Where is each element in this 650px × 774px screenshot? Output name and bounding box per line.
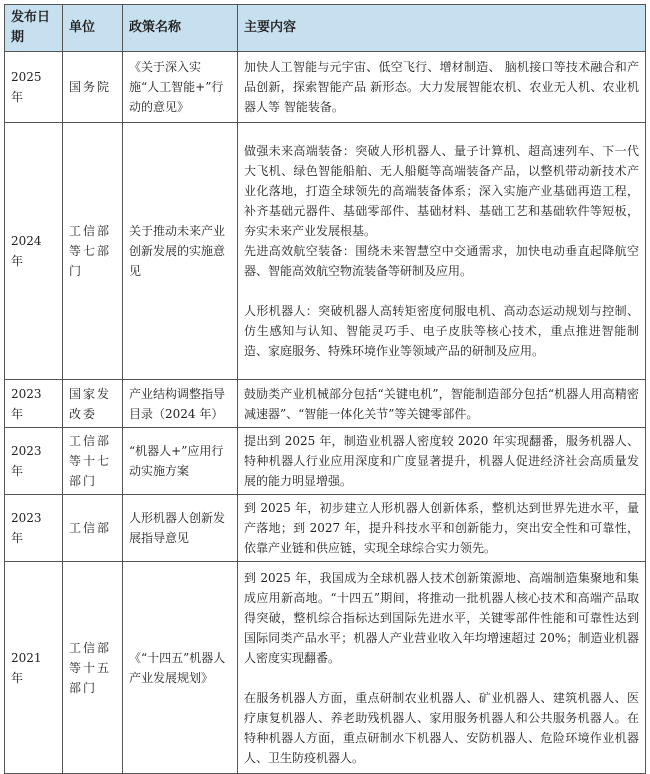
cell-unit: 工信部 [63, 495, 123, 562]
table-row [5, 495, 646, 562]
column-header-date: 发布日期 [5, 5, 63, 52]
cell-date: 2023 年 [5, 495, 63, 562]
cell-date: 2025 年 [5, 52, 63, 123]
content-paragraph: 人形机器人：突破机器人高转矩密度伺服电机、高动态运动规划与控制、仿生感知与认知、智能灵巧手、电子皮肤等核心技术，重点推进智能制造、家庭服务、特殊环境作业等领域产品的研制及应用。 [244, 304, 639, 358]
cell-content [238, 123, 646, 380]
content-paragraph: 到 2025 年，我国成为全球机器人技术创新策源地、高端制造集聚地和集成应用新高地。“十四五”期间，将推动一批机器人核心技术和高端产品取得突破，整机综合指标达到国际先进水平，关键零部件性能和可靠性达到国际同类产品水平；机器人产业营业收入年均增速超过 20%；制造业机器人密度实现翻番。 [244, 570, 639, 665]
cell-unit: 国家发改委 [63, 380, 123, 428]
table-row [5, 428, 646, 495]
cell-content [238, 428, 646, 495]
cell-policy-name: 产业结构调整指导目录（2024 年） [123, 380, 238, 428]
content-paragraph: 做强未来高端装备：突破人形机器人、量子计算机、超高速列车、下一代大飞机、绿色智能船舶、无人船艇等高端装备产品，以整机带动新技术产业化落地，打造全球领先的高端装备体系；深入实施产业基础再造工程，补齐基础元器件、基础零部件、基础材料、基础工艺和基础软件等短板，夯实未来产业发展根基。 [244, 144, 639, 238]
cell-unit: 工信部等十七部门 [63, 428, 123, 495]
cell-date: 2023 年 [5, 380, 63, 428]
content-paragraph: 加快人工智能与元宇宙、低空飞行、增材制造、 脑机接口等技术融合和产品创新，探索智能产品 新形态。大力发展智能农机、农业无人机、农业机器人等 智能装备。 [244, 60, 639, 114]
cell-unit: 工信部等十五部门 [63, 562, 123, 774]
cell-content [238, 380, 646, 428]
content-paragraph: 在服务机器人方面，重点研制农业机器人、矿业机器人、建筑机器人、医疗康复机器人、养老助残机器人、家用服务机器人和公共服务机器人。在特种机器人方面，重点研制水下机器人、安防机器人、危险环境作业机器人、卫生防疫机器人。 [244, 690, 639, 765]
content-paragraph: 到 2025 年，初步建立人形机器人创新体系，整机达到世界先进水平，量产落地；到 2027 年，提升科技水平和创新能力，突出安全性和可靠性，依靠产业链和供应链，实现全球综合实力领先。 [244, 501, 639, 555]
cell-policy-name: 关于推动未来产业创新发展的实施意见 [123, 123, 238, 380]
cell-policy-name: 《关于深入实施“人工智能+”行动的意见》 [123, 52, 238, 123]
content-paragraph: 提出到 2025 年，制造业机器人密度较 2020 年实现翻番，服务机器人、特种机器人行业应用深度和广度显著提升，机器人促进经济社会高质量发展的能力明显增强。 [244, 434, 639, 488]
cell-content [238, 495, 646, 562]
policy-table [4, 4, 646, 774]
column-header-unit: 单位 [63, 5, 123, 52]
content-paragraph: 先进高效航空装备：围绕未来智慧空中交通需求，加快电动垂直起降航空器、智能高效航空物流装备等研制及应用。 [244, 244, 639, 278]
column-header-policy-name: 政策名称 [123, 5, 238, 52]
table-header-row [5, 5, 646, 52]
column-header-content: 主要内容 [238, 5, 646, 52]
cell-date: 2024 年 [5, 123, 63, 380]
table-row [5, 562, 646, 774]
table-row [5, 380, 646, 428]
table-row [5, 123, 646, 380]
cell-unit: 工信部等七部门 [63, 123, 123, 380]
cell-content [238, 562, 646, 774]
cell-policy-name: 《“十四五”机器人产业发展规划》 [123, 562, 238, 774]
cell-policy-name: 人形机器人创新发展指导意见 [123, 495, 238, 562]
cell-date: 2023 年 [5, 428, 63, 495]
cell-content [238, 52, 646, 123]
cell-policy-name: “机器人+”应用行动实施方案 [123, 428, 238, 495]
table-row [5, 52, 646, 123]
content-paragraph: 鼓励类产业机械部分包括“关键电机”，智能制造部分包括“机器人用高精密减速器”、“智能一体化关节”等关键零部件。 [244, 386, 639, 421]
cell-date: 2021 年 [5, 562, 63, 774]
cell-unit: 国务院 [63, 52, 123, 123]
